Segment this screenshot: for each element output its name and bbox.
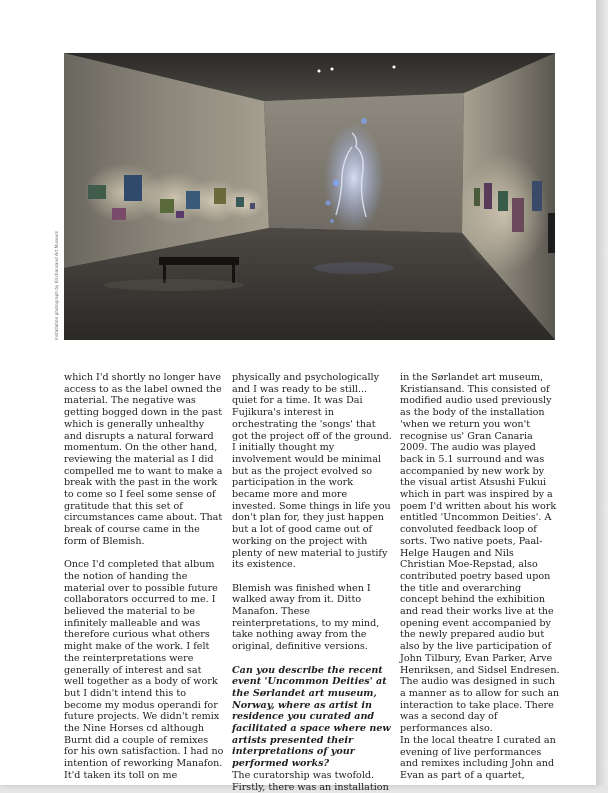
paragraph: Blemish was finished when I walked away from it. Ditto Manafon. These reinterpretations, to my mind, take nothing away from the original, definitive versions. [232, 582, 380, 653]
paragraph: physically and psychologically and I was ready to be still... quiet for a time. It was Dai Fujikura's interest in orchestrating the 'songs' that got the project off of the ground. I initially thought my involvement would be minimal but as the project evolved so participation in the work became more and more invested. Some things in life you don't plan for, they just happen but a lot of good came out of working on the project with plenty of new material to justify its existence. [232, 372, 392, 571]
gallery-photo-icon [64, 53, 555, 340]
paragraph: The curatorship was twofold. Firstly, there was an installation [232, 769, 389, 793]
text-column-3 [400, 372, 560, 782]
text-column-1 [64, 372, 224, 782]
gallery-photo [64, 53, 555, 340]
paragraph: Once I'd completed that album the notion of handing the material over to possible future collaborators occurred to me. I believed the material to be infinitely malleable and was therefore curious what others might make of the work. I felt the reinterpretations were generally of interest and sat well together as a body of work but I didn't intend this to become my modus operandi for future projects. We didn't remix the Nine Horses cd although Burnt did a couple of remixes for his own satisfaction. I had no intention of reworking Manafon. It'd taken its toll on me [64, 559, 224, 781]
page-edge [596, 0, 608, 785]
paragraph: In the local theatre I curated an evening of live performances and remixes including John and Evan as part of a quartet, [400, 734, 556, 781]
paragraph: in the Sørlandet art museum, Kristiansand. This consisted of modified audio used previously as the body of the installation 'when we return you won't recognise us' Gran Canaria 2009. The audio was played back in 5.1 surround and was accompanied by new work by the visual artist Atsushi Fukui which in part was inspired by a poem I'd written about his work entitled 'Uncommon Deities'. A convoluted feedback loop of sorts. Two native poets, Paal-Helge Haugen and Nils Christian Moe-Repstad, also contributed poetry based upon the title and overarching concept behind the exhibition and read their works live at the opening event accompanied by the newly prepared audio but also by the live participation of John Tilbury, Evan Parker, Arve Henriksen, and Sidsel Endresen. The audio was designed in such a manner as to allow for such an interaction to take place. There was a second day of performances also. [400, 372, 560, 735]
interview-question: Can you describe the recent event 'Uncommon Deities' at the Sørlandet art museum, Norway, where as artist in residence you curated and facilitated a space where new artists presented their interpretations of your performed works? [232, 664, 391, 770]
paragraph: which I'd shortly no longer have access to as the label owned the material. The negative was getting bogged down in the past which is generally unhealthy and disrupts a natural forward momentum. On the other hand, reviewing the material as I did compelled me to want to make a break with the past in the work to come so I feel some sense of gratitude that this set of circumstances came about. That break of course came in the form of Blemish. [64, 372, 223, 547]
photo-credit: Installation photograph by Kristiansand Art Museum [54, 230, 59, 340]
text-column-2 [232, 372, 392, 793]
